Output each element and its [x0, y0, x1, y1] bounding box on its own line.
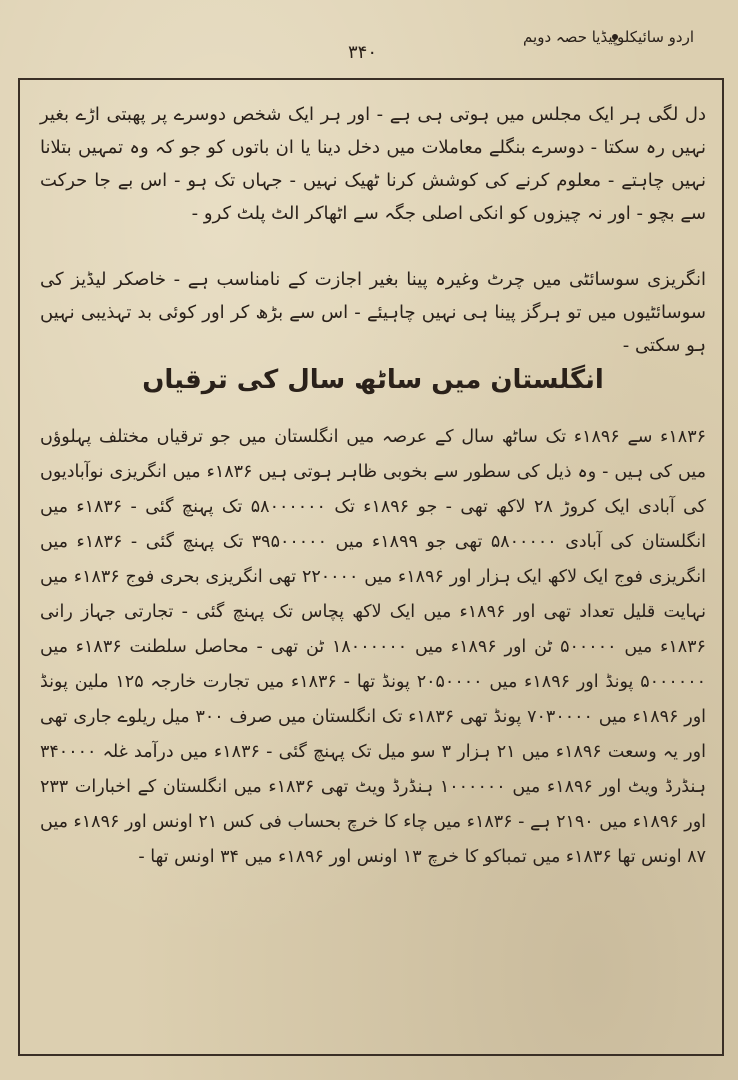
paragraph-smoking: [40, 263, 706, 362]
running-head: اردو سائیکلوپیڈیا حصہ دویم: [523, 28, 694, 46]
page-number: ۳۴۰: [348, 42, 378, 63]
paragraph-progress: [40, 420, 706, 875]
paragraph-etiquette: [40, 98, 706, 230]
paragraph-text-2: انگریزی سوسائٹی میں چرٹ وغیرہ پینا بغیر اجازت کے نامناسب ہے - خاصکر لیڈیز کی سوسائٹیوں میں تو ہرگز پینا ہی نہیں چاہیئے - اس سے بڑھ کر اور کوئی بد تہذیبی نہیں ہو سکتی -: [40, 269, 706, 356]
progress-text: ۱۸۳۶ء سے ۱۸۹۶ء تک ساٹھ سال کے عرصہ میں انگلستان میں جو ترقیاں مختلف پہلوؤں میں کی ہیں - وہ ذیل کی سطور سے بخوبی ظاہر ہوتی ہیں ۱۸۳۶ء میں انگریزی نوآبادیوں کی آبادی ایک کروڑ ۲۸ لاکھ تھی - جو ۱۸۹۶ء تک ۵۸۰۰۰۰۰۰ تک پہنچ گئی - ۱۸۳۶ء میں انگلستان کی آبادی ۵۸۰۰۰۰۰ تھی جو ۱۸۹۹ء میں ۳۹۵۰۰۰۰۰ تک پہنچ گئی - ۱۸۳۶ء میں انگریزی فوج ایک لاکھ ایک ہزار اور ۱۸۹۶ء میں ۲۲۰۰۰۰ تھی انگریزی بحری فوج ۱۸۳۶ء میں نہایت قلیل تعداد تھی اور ۱۸۹۶ء میں ایک لاکھ پچاس تک پہنچ گئی - تجارتی جہاز رانی ۱۸۳۶ء میں ۵۰۰۰۰۰ ٹن اور ۱۸۹۶ء میں ۱۸۰۰۰۰۰۰ ٹن تھی - محاصل سلطنت ۱۸۳۶ء میں ۵۰۰۰۰۰۰ پونڈ اور ۱۸۹۶ء میں ۲۰۵۰۰۰۰ پونڈ تھا - ۱۸۳۶ء میں تجارت خارجہ ۱۲۵ ملین پونڈ اور ۱۸۹۶ء میں ۷۰۳۰۰۰۰ پونڈ تھی ۱۸۳۶ء تک انگلستان میں صرف ۳۰۰ میل ریلوے جاری تھی اور یہ وسعت ۱۸۹۶ء میں ۲۱ ہزار ۳ سو میل تک پہنچ گئی - ۱۸۳۶ء میں درآمد غلہ ۳۴۰۰۰۰ ہنڈرڈ ویٹ اور ۱۸۹۶ء میں ۱۰۰۰۰۰۰ ہنڈرڈ ویٹ تھی ۱۸۳۶ء میں انگلستان کے اخبارات ۲۳۳ اور ۱۸۹۶ء میں ۲۱۹۰ ہے - ۱۸۳۶ء میں چاء کا خرچ بحساب فی کس ۲۱ اونس اور ۱۸۹۶ء میں ۸۷ اونس تھا ۱۸۳۶ء میں تمباکو کا خرچ ۱۳ اونس اور ۱۸۹۶ء میں ۳۴ اونس تھا -: [40, 427, 707, 867]
paragraph-text: دل لگی ہر ایک مجلس میں ہوتی ہی ہے - اور ہر ایک شخص دوسرے پر پھبتی اڑے بغیر نہیں رہ سکتا - دوسرے بنگلے معاملات میں دخل دینا یا ان باتوں کو جو کہ وہ تمہیں بتلانا نہیں چاہتے - معلوم کرنے کی کوشش کرنا ٹھیک نہیں - جہاں تک ہو - اس بے جا حرکت سے بچو - اور نہ چیزوں کو انکی اصلی جگہ سے اٹھاکر الٹ پلٹ کرو -: [40, 104, 706, 224]
section-heading: انگلستان میں ساٹھ سال کی ترقیاں: [142, 365, 604, 395]
